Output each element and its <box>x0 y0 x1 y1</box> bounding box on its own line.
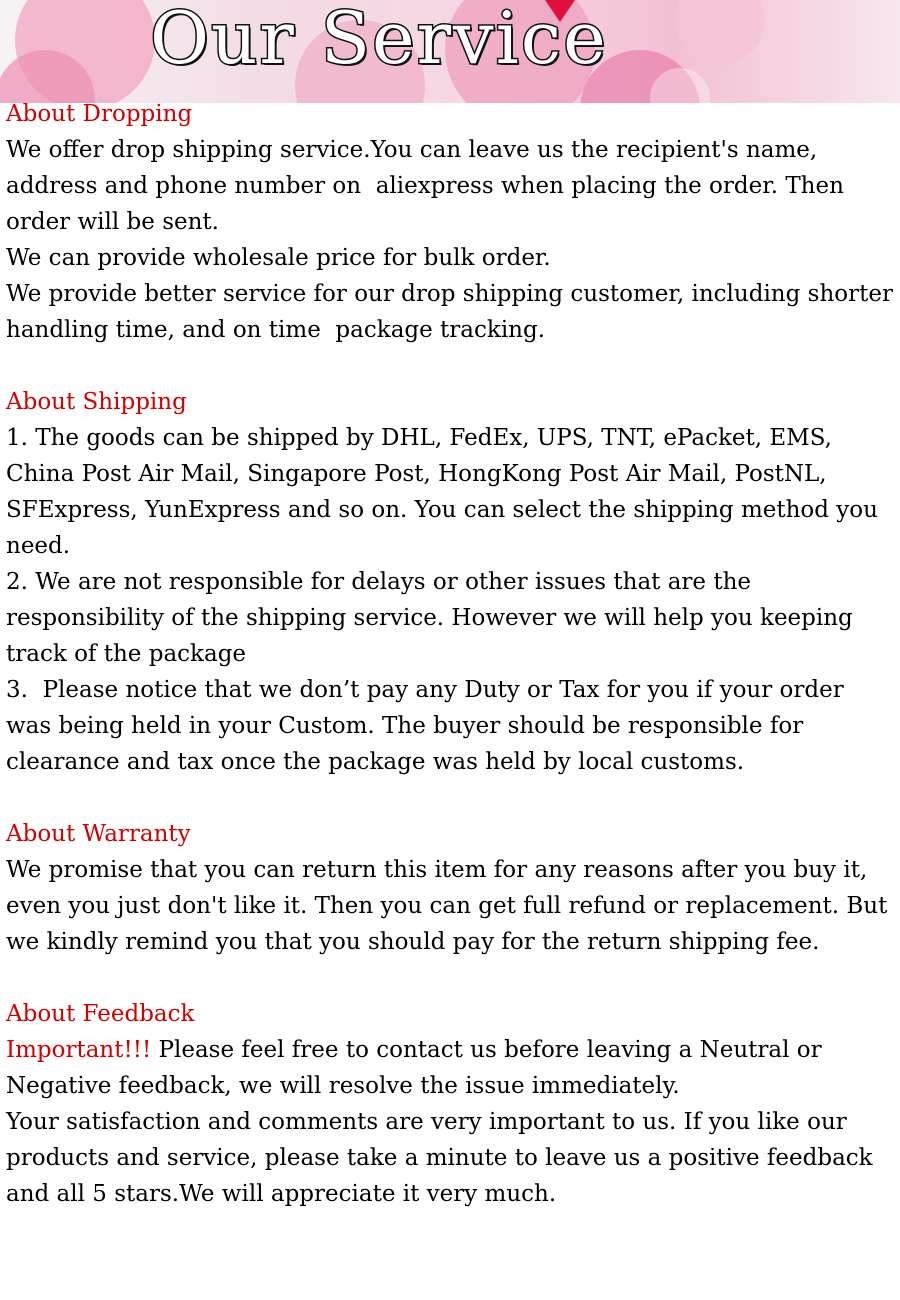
important-text: Please feel free to contact us before leaving a Neutral or Negative feedback, we will resolve the issue immediately. <box>6 1037 829 1099</box>
section-warranty <box>6 816 894 960</box>
spacer <box>6 960 894 996</box>
section-feedback <box>6 996 894 1212</box>
section-dropping <box>6 96 900 348</box>
paragraph: 3. Please notice that we don’t pay any Duty or Tax for you if your order was being held in your Custom. The buyer should be responsible for clearance and tax once the package was held by local customs. <box>6 677 852 775</box>
paragraph: We promise that you can return this item for any reasons after you buy it, even you just don't like it. Then you can get full refund or replacement. But we kindly remind you that you should pay for the return shipping fee. <box>6 857 895 955</box>
section-shipping <box>6 384 894 780</box>
paragraph: 2. We are not responsible for delays or other issues that are the responsibility of the shipping service. However we will help you keeping track of the package <box>6 569 861 667</box>
balloon <box>675 0 765 65</box>
content <box>6 96 900 1212</box>
spacer <box>6 348 894 384</box>
section-heading: About Dropping <box>6 101 193 127</box>
spacer <box>6 780 894 816</box>
section-heading: About Warranty <box>6 821 191 847</box>
paragraph: 1. The goods can be shipped by DHL, FedEx, UPS, TNT, ePacket, EMS, China Post Air Mail, Singapore Post, HongKong Post Air Mail, PostNL, SFExpress, YunExpress and so on. You can select the shipping method you need. <box>6 425 886 559</box>
banner <box>0 0 900 103</box>
page-title: Our Service <box>150 0 608 80</box>
paragraph <box>6 1032 894 1104</box>
section-heading: About Shipping <box>6 389 187 415</box>
paragraph: We offer drop shipping service.You can leave us the recipient's name, address and phone number on aliexpress when placing the order. Then order will be sent. <box>6 137 852 235</box>
section-heading: About Feedback <box>6 1001 195 1027</box>
paragraph: We can provide wholesale price for bulk order. <box>6 245 551 271</box>
important-label: Important!!! <box>6 1037 152 1063</box>
paragraph: We provide better service for our drop shipping customer, including shorter handling time, and on time package tracking. <box>6 281 900 343</box>
paragraph: Your satisfaction and comments are very important to us. If you like our products and service, please take a minute to leave us a positive feedback and all 5 stars.We will appreciate it very much. <box>6 1109 880 1207</box>
